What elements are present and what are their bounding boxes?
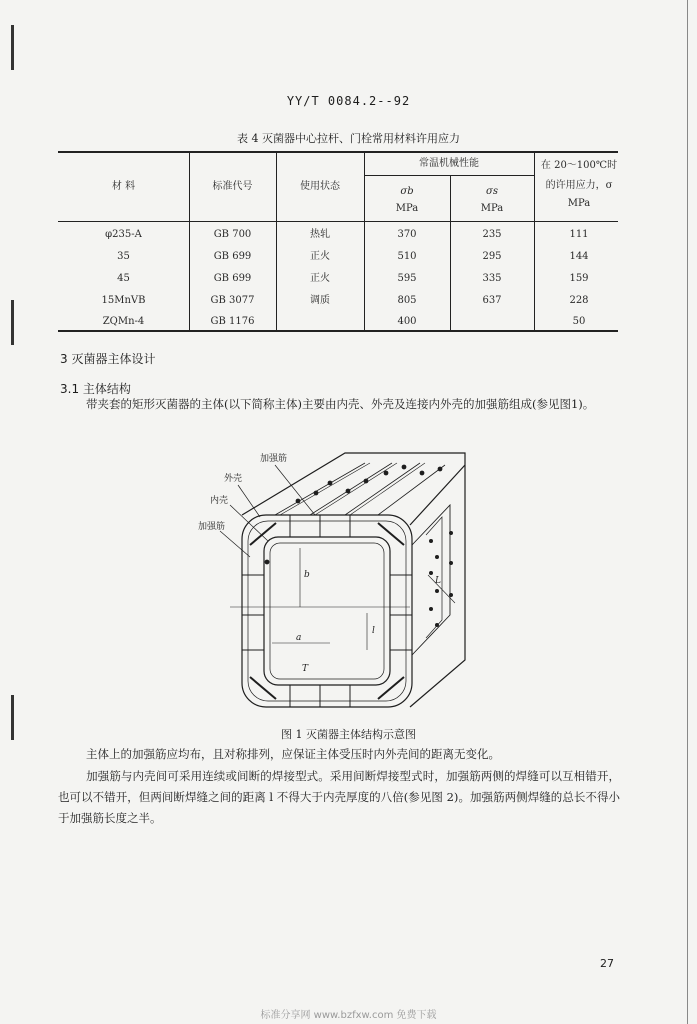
figure-1-caption: 图 1 灭菌器主体结构示意图	[281, 728, 416, 741]
label-rib-top: 加强筋	[260, 454, 288, 464]
scan-margin-mark	[11, 300, 14, 345]
label-outer-shell: 外壳	[224, 474, 243, 484]
row-condition: 正火	[310, 251, 330, 262]
scan-right-edge	[687, 0, 688, 1024]
row-material: φ235-A	[105, 229, 142, 240]
row-standard: GB 699	[213, 273, 252, 284]
row-material: 45	[117, 273, 130, 284]
header-material: 材 料	[111, 181, 136, 192]
dimension-l: l	[372, 626, 375, 636]
inner-shell-front	[264, 537, 390, 685]
row-condition: 正火	[310, 273, 330, 284]
leader-rib-left	[220, 531, 250, 557]
leader-rib-top	[275, 465, 315, 515]
row-material: ZQMn-4	[102, 316, 145, 327]
paragraph-text: 带夹套的矩形灭菌器的主体(以下简称主体)主要由内壳、外壳及连接内外壳的加强筋组成(参见图1)。	[86, 397, 595, 411]
row-material: 35	[117, 251, 130, 262]
leader-outer	[238, 485, 260, 517]
header-condition: 使用状态	[300, 181, 340, 192]
section-heading-3: 3 灭菌器主体设计	[60, 352, 156, 366]
row-sigma-b: 805	[397, 295, 417, 306]
row-sigma-b: 595	[397, 273, 417, 284]
paragraph-text: 主体上的加强筋应均布，且对称排列，应保证主体受压时内外壳间的距离无变化。	[86, 747, 500, 761]
row-allowable: 144	[569, 251, 589, 262]
paragraph-structure-intro	[58, 394, 620, 415]
row-allowable: 228	[569, 295, 589, 306]
header-allowable-line1: 在 20～100℃时	[540, 160, 618, 171]
dimension-a: a	[296, 633, 302, 643]
outer-shell-top-face	[242, 453, 465, 707]
row-standard: GB 699	[213, 251, 252, 262]
row-sigma-s: 295	[482, 251, 502, 262]
rib-top-double	[280, 463, 425, 515]
dim-L-line	[428, 575, 455, 603]
table-rule-subheader	[364, 175, 534, 176]
paragraph-text: 加强筋与内壳间可采用连续或间断的焊接型式。采用间断焊接型式时，加强筋两侧的焊缝可以互相错开，也可以不错开，但两间断焊缝之间的距离 l 不得大于内壳厚度的八倍(参见图 2)。加强筋两侧焊缝的总长不得小于加强筋长度之半。	[58, 769, 620, 825]
label-rib-left: 加强筋	[198, 522, 226, 532]
row-allowable: 50	[572, 316, 586, 327]
row-sigma-s: 335	[482, 273, 502, 284]
page-number: 27	[600, 957, 614, 970]
header-sigma-s-unit: MPa	[480, 203, 504, 214]
row-condition: 调质	[310, 295, 330, 306]
section-heading-3-1: 3.1 主体结构	[60, 382, 131, 396]
footer-watermark: 标准分享网 www.bzfxw.com 免费下载	[260, 1010, 437, 1021]
dimension-b: b	[304, 570, 310, 580]
weld-dots	[265, 465, 453, 627]
structure-drawing	[180, 445, 490, 720]
table-caption: 表 4 灭菌器中心拉杆、门栓常用材料许用应力	[237, 132, 460, 145]
dimension-T: T	[302, 664, 309, 674]
row-allowable: 159	[569, 273, 589, 284]
header-mech-group: 常温机械性能	[419, 158, 479, 169]
table-rule-bottom	[58, 330, 618, 332]
scan-margin-mark	[11, 25, 14, 70]
figure-1-structure-diagram	[180, 445, 490, 724]
paragraph-rib-distribution	[58, 744, 620, 765]
paragraph-welding	[58, 766, 620, 829]
row-sigma-b: 510	[397, 251, 417, 262]
row-sigma-b: 400	[397, 316, 417, 327]
row-standard: GB 1176	[210, 316, 255, 327]
document-code: YY/T 0084.2--92	[286, 94, 411, 108]
row-allowable: 111	[569, 229, 589, 240]
row-sigma-s: 235	[482, 229, 502, 240]
row-standard: GB 3077	[210, 295, 255, 306]
row-condition: 热轧	[310, 229, 330, 240]
row-standard: GB 700	[213, 229, 252, 240]
header-sigma-b: σb	[400, 186, 414, 197]
row-sigma-s: 637	[482, 295, 502, 306]
row-sigma-b: 370	[397, 229, 417, 240]
rib-marks	[242, 515, 412, 707]
header-sigma-s: σs	[486, 186, 498, 197]
label-inner-shell: 内壳	[210, 496, 229, 506]
outer-shell-front	[242, 515, 412, 707]
dimension-L: L	[435, 576, 441, 586]
header-allowable-unit: MPa	[567, 198, 591, 209]
row-material: 15MnVB	[101, 295, 146, 306]
rib-top-depth	[275, 463, 445, 515]
corner-gusset	[250, 523, 404, 699]
inner-shell-front-inner	[270, 543, 384, 679]
header-allowable-line2: 的许用应力，σ	[545, 180, 613, 191]
header-standard: 标准代号	[212, 181, 253, 192]
outer-shell-depth-edge	[410, 465, 465, 525]
header-sigma-b-unit: MPa	[395, 203, 419, 214]
